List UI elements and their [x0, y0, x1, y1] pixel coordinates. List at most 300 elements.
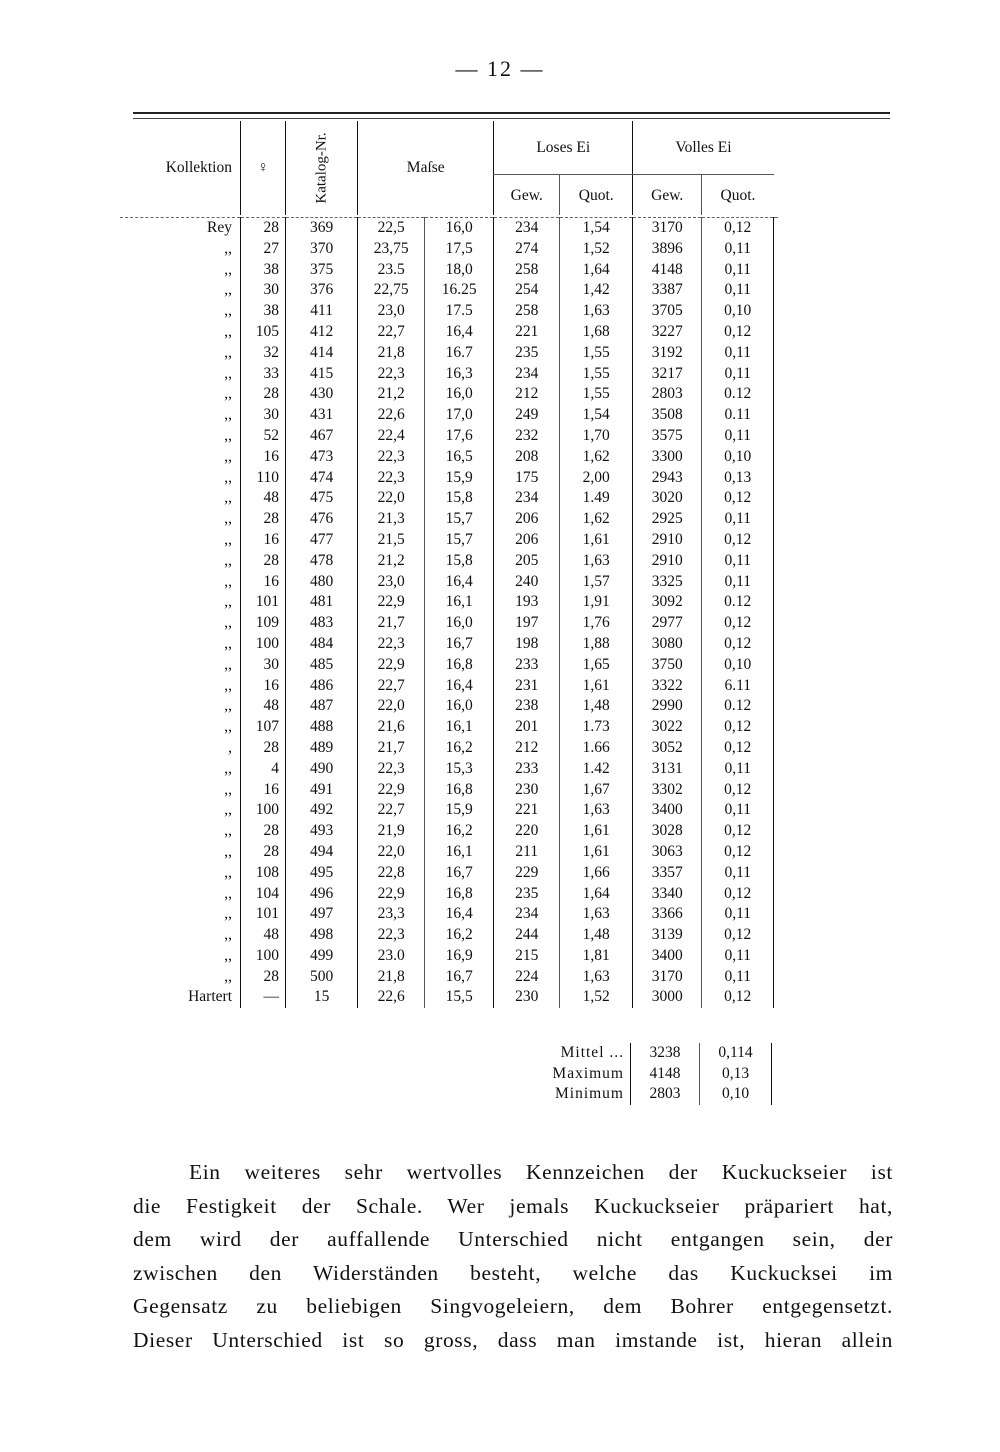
cell-loses-gew: 211	[494, 842, 560, 863]
cell-katalog-nr: 375	[286, 260, 358, 281]
cell-loses-gew: 220	[494, 821, 560, 842]
cell-katalog-nr: 412	[286, 322, 358, 343]
body-paragraph	[133, 1156, 893, 1358]
cell-masse-width: 15,7	[425, 509, 494, 530]
row-end	[774, 884, 779, 905]
cell-volles-gew: 3000	[633, 987, 702, 1008]
summary-label: Mittel ...	[560, 1044, 624, 1061]
cell-masse-length: 23,0	[358, 572, 425, 593]
table-row	[120, 884, 778, 905]
cell-volles-quot: 0,12	[702, 322, 774, 343]
cell-volles-gew: 3750	[633, 655, 702, 676]
cell-volles-gew: 3020	[633, 488, 702, 509]
cell-loses-quot: 1,61	[560, 842, 633, 863]
cell-kollektion: ,,	[224, 822, 232, 840]
table-body	[120, 218, 778, 1009]
cell-volles-quot: 0.11	[702, 405, 774, 426]
cell-loses-quot: 1,55	[560, 384, 633, 405]
cell-katalog-nr: 15	[286, 987, 358, 1008]
row-end	[774, 301, 779, 322]
summary-end	[772, 1043, 777, 1064]
header-weibchen: ♀	[241, 121, 286, 215]
row-end	[774, 717, 779, 738]
cell-loses-gew: 212	[494, 384, 560, 405]
cell-volles-gew: 3322	[633, 676, 702, 697]
cell-loses-quot: 1,63	[560, 967, 633, 988]
cell-masse-length: 21,9	[358, 821, 425, 842]
cell-masse-width: 15,9	[425, 468, 494, 489]
cell-masse-length: 21,6	[358, 717, 425, 738]
cell-volles-quot: 0,11	[702, 946, 774, 967]
cell-masse-length: 22,7	[358, 322, 425, 343]
row-end	[774, 572, 779, 593]
cell-volles-quot: 0,12	[702, 842, 774, 863]
cell-volles-gew: 3400	[633, 946, 702, 967]
cell-weibchen: 30	[241, 280, 286, 301]
row-end	[774, 384, 779, 405]
cell-weibchen: 28	[241, 842, 286, 863]
row-end	[774, 696, 779, 717]
header-volles-quot: Quot.	[702, 175, 774, 215]
cell-weibchen: 38	[241, 301, 286, 322]
cell-volles-quot: 0,11	[702, 800, 774, 821]
table-row	[120, 384, 778, 405]
summary-gew: 3238	[631, 1043, 700, 1064]
cell-volles-quot: 0,11	[702, 551, 774, 572]
cell-katalog-nr: 484	[286, 634, 358, 655]
table-row	[120, 301, 778, 322]
cell-weibchen: 28	[241, 384, 286, 405]
cell-loses-gew: 231	[494, 676, 560, 697]
cell-masse-width: 16,4	[425, 676, 494, 697]
cell-loses-quot: 1,52	[560, 987, 633, 1008]
table-row	[120, 530, 778, 551]
cell-weibchen: 52	[241, 426, 286, 447]
cell-volles-quot: 0,12	[702, 488, 774, 509]
cell-loses-gew: 206	[494, 530, 560, 551]
cell-kollektion: ,,	[224, 614, 232, 632]
cell-masse-width: 16,7	[425, 863, 494, 884]
cell-katalog-nr: 476	[286, 509, 358, 530]
cell-masse-width: 15,9	[425, 800, 494, 821]
cell-volles-quot: 0,11	[702, 426, 774, 447]
cell-weibchen: 108	[241, 863, 286, 884]
cell-volles-quot: 0,11	[702, 280, 774, 301]
cell-loses-gew: 274	[494, 239, 560, 260]
cell-volles-quot: 0,11	[702, 509, 774, 530]
cell-katalog-nr: 473	[286, 447, 358, 468]
row-end	[774, 447, 779, 468]
cell-weibchen: 28	[241, 218, 286, 239]
cell-kollektion: ,,	[224, 530, 232, 548]
cell-volles-gew: 4148	[633, 260, 702, 281]
cell-masse-width: 16,3	[425, 364, 494, 385]
cell-volles-quot: 0.12	[702, 696, 774, 717]
cell-masse-width: 16,0	[425, 613, 494, 634]
table-row	[120, 488, 778, 509]
cell-volles-gew: 2943	[633, 468, 702, 489]
cell-katalog-nr: 414	[286, 343, 358, 364]
cell-masse-length: 22,3	[358, 759, 425, 780]
cell-loses-gew: 240	[494, 572, 560, 593]
header-volles-gew: Gew.	[633, 175, 702, 215]
row-end	[774, 780, 779, 801]
cell-masse-width: 16,0	[425, 696, 494, 717]
cell-weibchen: 100	[241, 800, 286, 821]
text-line: Ein weiteres sehr wertvolles Kennzeichen der Kuckuckseier ist	[189, 1160, 893, 1184]
cell-loses-gew: 206	[494, 509, 560, 530]
cell-kollektion: ,,	[224, 634, 232, 652]
cell-masse-length: 22,9	[358, 592, 425, 613]
cell-masse-length: 22,7	[358, 800, 425, 821]
cell-weibchen: 105	[241, 322, 286, 343]
cell-weibchen: 16	[241, 530, 286, 551]
cell-volles-gew: 3080	[633, 634, 702, 655]
cell-katalog-nr: 488	[286, 717, 358, 738]
cell-loses-gew: 215	[494, 946, 560, 967]
cell-loses-quot: 1.73	[560, 717, 633, 738]
cell-weibchen: 28	[241, 821, 286, 842]
cell-loses-quot: 1,54	[560, 218, 633, 239]
table-row	[120, 239, 778, 260]
cell-masse-width: 16.25	[425, 280, 494, 301]
cell-volles-gew: 3366	[633, 904, 702, 925]
cell-kollektion: ,,	[224, 364, 232, 382]
cell-volles-quot: 0,13	[702, 468, 774, 489]
cell-loses-quot: 1,81	[560, 946, 633, 967]
cell-loses-quot: 1,63	[560, 551, 633, 572]
cell-loses-gew: 230	[494, 987, 560, 1008]
cell-masse-width: 15,5	[425, 987, 494, 1008]
cell-masse-width: 15,7	[425, 530, 494, 551]
cell-volles-quot: 0,12	[702, 218, 774, 239]
summary-table	[500, 1043, 776, 1105]
row-end	[774, 759, 779, 780]
cell-loses-gew: 208	[494, 447, 560, 468]
cell-loses-quot: 2,00	[560, 468, 633, 489]
cell-katalog-nr: 495	[286, 863, 358, 884]
cell-katalog-nr: 486	[286, 676, 358, 697]
cell-volles-gew: 3170	[633, 967, 702, 988]
cell-masse-width: 15,8	[425, 488, 494, 509]
cell-masse-width: 16,4	[425, 572, 494, 593]
cell-masse-width: 16,0	[425, 218, 494, 239]
cell-loses-quot: 1,68	[560, 322, 633, 343]
cell-volles-gew: 2910	[633, 551, 702, 572]
cell-katalog-nr: 430	[286, 384, 358, 405]
cell-masse-width: 17,0	[425, 405, 494, 426]
cell-volles-quot: 0,12	[702, 738, 774, 759]
cell-masse-length: 23.5	[358, 260, 425, 281]
row-end	[774, 509, 779, 530]
cell-loses-gew: 201	[494, 717, 560, 738]
cell-loses-gew: 212	[494, 738, 560, 759]
cell-weibchen: 48	[241, 488, 286, 509]
cell-weibchen: 27	[241, 239, 286, 260]
row-end	[774, 863, 779, 884]
cell-kollektion: ,,	[224, 302, 232, 320]
cell-kollektion: ,,	[224, 468, 232, 486]
cell-volles-gew: 3217	[633, 364, 702, 385]
cell-loses-gew: 224	[494, 967, 560, 988]
cell-volles-quot: 0,11	[702, 572, 774, 593]
table-header	[120, 121, 778, 218]
cell-katalog-nr: 494	[286, 842, 358, 863]
row-end	[774, 634, 779, 655]
cell-volles-gew: 3340	[633, 884, 702, 905]
cell-masse-length: 22,0	[358, 842, 425, 863]
cell-masse-length: 21,2	[358, 551, 425, 572]
cell-katalog-nr: 497	[286, 904, 358, 925]
cell-masse-width: 16,2	[425, 821, 494, 842]
cell-loses-quot: 1.49	[560, 488, 633, 509]
cell-volles-quot: 0,11	[702, 364, 774, 385]
cell-loses-gew: 233	[494, 759, 560, 780]
table-row	[120, 322, 778, 343]
cell-loses-gew: 175	[494, 468, 560, 489]
cell-volles-quot: 0,11	[702, 863, 774, 884]
header-end	[774, 121, 779, 215]
text-line: zwischen den Widerständen besteht, welche das Kuckucksei im	[133, 1260, 893, 1285]
cell-katalog-nr: 481	[286, 592, 358, 613]
cell-loses-quot: 1,55	[560, 364, 633, 385]
cell-masse-length: 22,9	[358, 780, 425, 801]
cell-loses-gew: 197	[494, 613, 560, 634]
cell-loses-quot: 1,48	[560, 925, 633, 946]
header-masse: Maſse	[358, 121, 494, 215]
cell-masse-width: 16,7	[425, 634, 494, 655]
row-end	[774, 655, 779, 676]
cell-masse-length: 21,8	[358, 343, 425, 364]
cell-kollektion: Rey	[207, 219, 232, 236]
table-row	[120, 613, 778, 634]
text-line: dem wird der auffallende Unterschied nicht entgangen sein, der	[133, 1227, 893, 1252]
cell-weibchen: 109	[241, 613, 286, 634]
cell-weibchen: 33	[241, 364, 286, 385]
cell-masse-length: 22,5	[358, 218, 425, 239]
row-end	[774, 946, 779, 967]
cell-weibchen: 48	[241, 925, 286, 946]
cell-volles-quot: 0,11	[702, 343, 774, 364]
cell-weibchen: —	[241, 987, 286, 1008]
cell-katalog-nr: 491	[286, 780, 358, 801]
table-row	[120, 260, 778, 281]
table-row	[120, 821, 778, 842]
cell-volles-gew: 3705	[633, 301, 702, 322]
cell-weibchen: 16	[241, 447, 286, 468]
table-row	[120, 780, 778, 801]
cell-volles-quot: 0,11	[702, 904, 774, 925]
cell-volles-gew: 3052	[633, 738, 702, 759]
cell-katalog-nr: 370	[286, 239, 358, 260]
cell-loses-quot: 1,62	[560, 509, 633, 530]
cell-katalog-nr: 477	[286, 530, 358, 551]
cell-volles-gew: 3192	[633, 343, 702, 364]
cell-volles-quot: 0,12	[702, 780, 774, 801]
cell-weibchen: 101	[241, 592, 286, 613]
table-row	[120, 447, 778, 468]
cell-loses-gew: 198	[494, 634, 560, 655]
row-end	[774, 468, 779, 489]
cell-volles-gew: 2910	[633, 530, 702, 551]
cell-loses-quot: 1.66	[560, 738, 633, 759]
table-row	[120, 696, 778, 717]
row-end	[774, 260, 779, 281]
cell-loses-gew: 221	[494, 322, 560, 343]
cell-masse-length: 23,3	[358, 904, 425, 925]
cell-volles-gew: 2803	[633, 384, 702, 405]
cell-weibchen: 100	[241, 946, 286, 967]
table-row	[120, 426, 778, 447]
header-loses-quot: Quot.	[560, 175, 633, 215]
cell-volles-gew: 2990	[633, 696, 702, 717]
cell-weibchen: 28	[241, 967, 286, 988]
table-row	[120, 592, 778, 613]
cell-volles-quot: 0,12	[702, 613, 774, 634]
cell-loses-gew: 258	[494, 260, 560, 281]
cell-loses-quot: 1,61	[560, 676, 633, 697]
cell-masse-length: 21,7	[358, 738, 425, 759]
cell-masse-length: 23.0	[358, 946, 425, 967]
cell-masse-length: 22,3	[358, 364, 425, 385]
cell-kollektion: ,,	[224, 385, 232, 403]
cell-masse-length: 22,9	[358, 655, 425, 676]
table-row	[120, 863, 778, 884]
cell-masse-width: 17.5	[425, 301, 494, 322]
summary-gew: 4148	[631, 1064, 700, 1085]
cell-volles-quot: 0,12	[702, 925, 774, 946]
cell-loses-gew: 238	[494, 696, 560, 717]
cell-kollektion: ,,	[224, 655, 232, 673]
row-end	[774, 426, 779, 447]
row-end	[774, 218, 779, 239]
cell-masse-width: 17,6	[425, 426, 494, 447]
cell-loses-quot: 1.42	[560, 759, 633, 780]
cell-volles-gew: 3300	[633, 447, 702, 468]
cell-katalog-nr: 499	[286, 946, 358, 967]
summary-quot: 0,114	[700, 1043, 772, 1064]
cell-masse-width: 16,9	[425, 946, 494, 967]
egg-data-table	[120, 121, 778, 1008]
cell-kollektion: ,,	[224, 884, 232, 902]
cell-masse-width: 16,4	[425, 904, 494, 925]
cell-masse-width: 16.7	[425, 343, 494, 364]
cell-katalog-nr: 467	[286, 426, 358, 447]
cell-masse-length: 22,8	[358, 863, 425, 884]
cell-weibchen: 100	[241, 634, 286, 655]
cell-volles-quot: 0,10	[702, 301, 774, 322]
cell-volles-gew: 3357	[633, 863, 702, 884]
row-end	[774, 592, 779, 613]
row-end	[774, 239, 779, 260]
cell-loses-quot: 1,64	[560, 260, 633, 281]
cell-volles-quot: 0.12	[702, 592, 774, 613]
row-end	[774, 925, 779, 946]
summary-end	[772, 1064, 777, 1085]
cell-katalog-nr: 493	[286, 821, 358, 842]
cell-weibchen: 32	[241, 343, 286, 364]
cell-volles-gew: 3022	[633, 717, 702, 738]
summary-quot: 0,10	[700, 1084, 772, 1105]
cell-weibchen: 16	[241, 780, 286, 801]
cell-weibchen: 48	[241, 696, 286, 717]
cell-weibchen: 101	[241, 904, 286, 925]
cell-weibchen: 104	[241, 884, 286, 905]
row-end	[774, 738, 779, 759]
header-volles-ei: Volles Ei	[633, 121, 774, 175]
cell-kollektion: ,,	[224, 718, 232, 736]
table-row	[120, 551, 778, 572]
cell-loses-quot: 1,57	[560, 572, 633, 593]
cell-masse-length: 22,4	[358, 426, 425, 447]
cell-kollektion: ,,	[224, 281, 232, 299]
cell-masse-width: 16,1	[425, 592, 494, 613]
cell-loses-gew: 232	[494, 426, 560, 447]
summary-quot: 0,13	[700, 1064, 772, 1085]
cell-loses-quot: 1,42	[560, 280, 633, 301]
table-row	[120, 655, 778, 676]
table-row	[120, 759, 778, 780]
cell-volles-quot: 0,12	[702, 884, 774, 905]
cell-volles-quot: 6.11	[702, 676, 774, 697]
cell-katalog-nr: 492	[286, 800, 358, 821]
table-row	[120, 967, 778, 988]
cell-kollektion: ,,	[224, 863, 232, 881]
cell-volles-quot: 0.12	[702, 384, 774, 405]
row-end	[774, 821, 779, 842]
cell-loses-quot: 1,70	[560, 426, 633, 447]
cell-volles-gew: 2977	[633, 613, 702, 634]
cell-loses-quot: 1,61	[560, 821, 633, 842]
row-end	[774, 488, 779, 509]
table-row	[120, 634, 778, 655]
cell-kollektion: ,,	[224, 239, 232, 257]
table-row	[120, 946, 778, 967]
cell-kollektion: ,,	[224, 759, 232, 777]
table-row	[120, 738, 778, 759]
cell-loses-gew: 244	[494, 925, 560, 946]
cell-kollektion: ,,	[224, 510, 232, 528]
cell-masse-width: 16,7	[425, 967, 494, 988]
cell-volles-quot: 0,10	[702, 655, 774, 676]
cell-masse-length: 22,3	[358, 634, 425, 655]
summary-label: Minimum	[554, 1085, 624, 1102]
row-end	[774, 842, 779, 863]
cell-masse-length: 22,0	[358, 488, 425, 509]
cell-loses-quot: 1,91	[560, 592, 633, 613]
cell-masse-width: 16,8	[425, 780, 494, 801]
cell-katalog-nr: 489	[286, 738, 358, 759]
cell-weibchen: 4	[241, 759, 286, 780]
cell-masse-length: 22,75	[358, 280, 425, 301]
row-end	[774, 676, 779, 697]
cell-volles-gew: 3139	[633, 925, 702, 946]
table-row	[120, 218, 778, 239]
cell-kollektion: ,,	[224, 551, 232, 569]
cell-volles-gew: 3387	[633, 280, 702, 301]
cell-masse-length: 22,9	[358, 884, 425, 905]
row-end	[774, 904, 779, 925]
summary-row	[500, 1043, 776, 1064]
cell-loses-gew: 221	[494, 800, 560, 821]
cell-masse-width: 16,2	[425, 925, 494, 946]
cell-volles-gew: 3508	[633, 405, 702, 426]
cell-masse-width: 15,3	[425, 759, 494, 780]
cell-volles-quot: 0,12	[702, 821, 774, 842]
cell-kollektion: ,,	[224, 946, 232, 964]
cell-masse-width: 16,2	[425, 738, 494, 759]
cell-loses-quot: 1,52	[560, 239, 633, 260]
